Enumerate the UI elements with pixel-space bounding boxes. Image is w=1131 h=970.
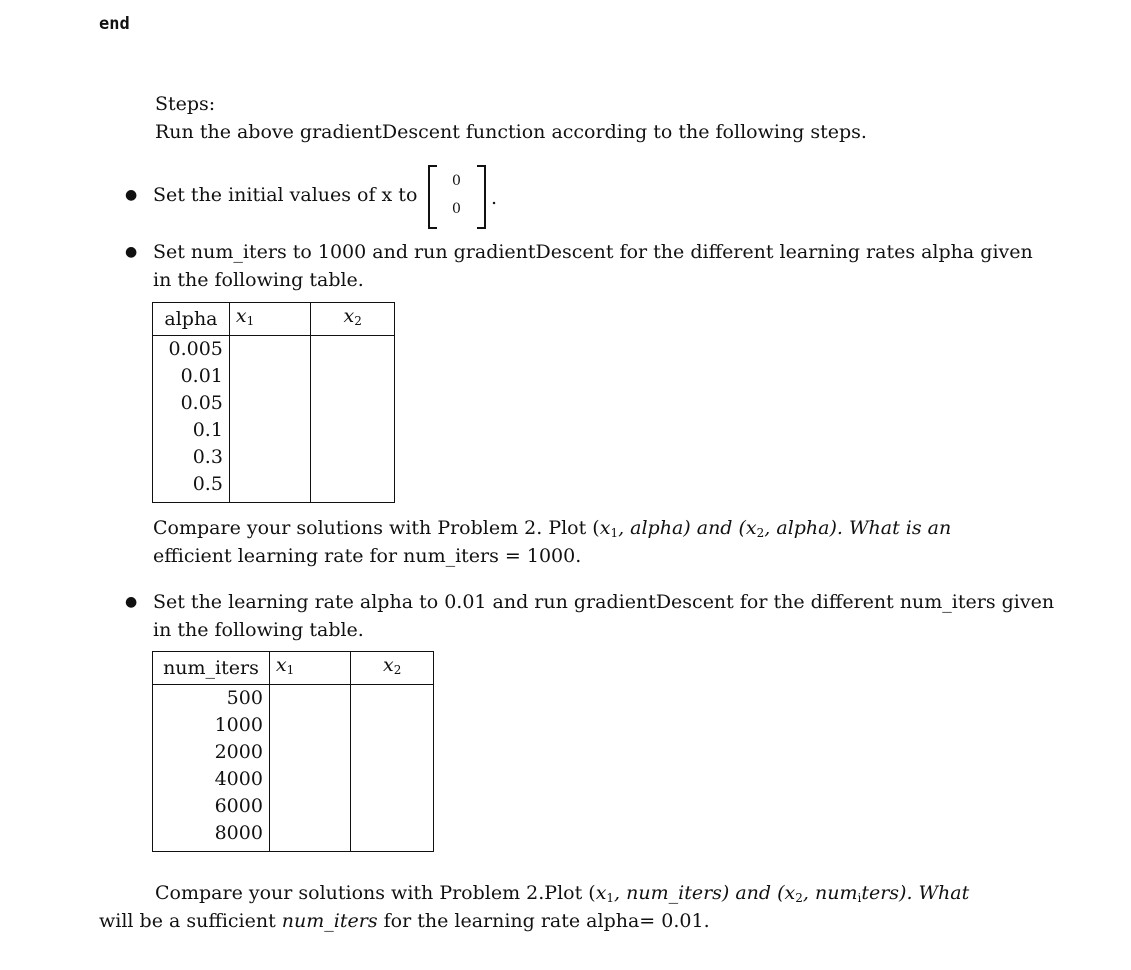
x1-cell xyxy=(269,739,351,766)
bullet-dot-3: ● xyxy=(125,594,138,610)
num-iters-value: 2000 xyxy=(153,739,270,766)
x1-cell xyxy=(229,390,311,417)
x2-cell xyxy=(351,766,434,793)
x2-cell xyxy=(351,793,434,820)
x2-cell xyxy=(351,820,434,852)
alpha-value: 0.3 xyxy=(153,444,230,471)
alpha-value: 0.005 xyxy=(153,336,230,364)
num-iters-table xyxy=(152,651,434,852)
steps-heading: Steps: xyxy=(155,93,216,115)
matrix-right-bracket xyxy=(477,165,486,229)
table-row xyxy=(153,444,395,471)
num-iters-value: 1000 xyxy=(153,712,270,739)
table-row xyxy=(153,766,434,793)
x1-cell xyxy=(229,336,311,364)
x2-cell xyxy=(311,363,395,390)
x1-cell xyxy=(269,685,351,713)
alpha-value: 0.1 xyxy=(153,417,230,444)
x1-cell xyxy=(229,363,311,390)
steps-intro: Run the above gradientDescent function according to the following steps. xyxy=(155,121,867,143)
bullet2-line1: Set num_iters to 1000 and run gradientDescent for the different learning rates alpha given xyxy=(153,241,1033,263)
table-row xyxy=(153,712,434,739)
alpha-value: 0.01 xyxy=(153,363,230,390)
x1-cell xyxy=(269,820,351,852)
header-x1: $x_1$ xyxy=(229,303,311,336)
table-header-row xyxy=(153,303,395,336)
initial-x-matrix xyxy=(428,165,486,227)
x2-cell xyxy=(311,444,395,471)
header-x2: $x_2$ xyxy=(311,303,395,336)
bullet2-line2: in the following table. xyxy=(153,269,364,291)
compare2-line1: Compare your solutions with Problem 2.Plot ($x_1$, num_iters) and ($x_2$, num$_i$ters). What xyxy=(155,882,970,905)
header-x2: $x_2$ xyxy=(351,652,434,685)
bullet1-text: Set the initial values of x to xyxy=(153,184,418,206)
num-iters-value: 6000 xyxy=(153,793,270,820)
table-row xyxy=(153,363,395,390)
table-row xyxy=(153,471,395,503)
matrix-value-2: 0 xyxy=(452,201,461,217)
table-row xyxy=(153,739,434,766)
header-num-iters: num_iters xyxy=(153,652,270,685)
x1-cell xyxy=(229,471,311,503)
x2-cell xyxy=(351,739,434,766)
x1-cell xyxy=(269,712,351,739)
x2-cell xyxy=(311,417,395,444)
header-alpha: alpha xyxy=(153,303,230,336)
bullet-dot-2: ● xyxy=(125,244,138,260)
bullet3-line1: Set the learning rate alpha to 0.01 and run gradientDescent for the different num_iters given xyxy=(153,591,1055,613)
num-iters-value: 500 xyxy=(153,685,270,713)
alpha-value: 0.5 xyxy=(153,471,230,503)
num-iters-value: 8000 xyxy=(153,820,270,852)
header-x1: $x_1$ xyxy=(269,652,351,685)
matrix-value-1: 0 xyxy=(452,173,461,189)
num-iters-value: 4000 xyxy=(153,766,270,793)
matrix-left-bracket xyxy=(428,165,437,229)
x2-cell xyxy=(311,336,395,364)
table-row xyxy=(153,820,434,852)
table-row xyxy=(153,793,434,820)
x1-cell xyxy=(229,417,311,444)
table-row xyxy=(153,417,395,444)
alpha-table xyxy=(152,302,395,503)
x1-cell xyxy=(269,766,351,793)
table-row xyxy=(153,390,395,417)
table-header-row xyxy=(153,652,434,685)
bullet3-line2: in the following table. xyxy=(153,619,364,641)
x2-cell xyxy=(311,471,395,503)
alpha-value: 0.05 xyxy=(153,390,230,417)
x2-cell xyxy=(351,685,434,713)
compare1-line1: Compare your solutions with Problem 2. Plot ($x_1$, alpha) and ($x_2$, alpha). What is an xyxy=(153,517,952,540)
bullet-dot-1: ● xyxy=(125,187,138,203)
x2-cell xyxy=(311,390,395,417)
bullet1-period: . xyxy=(491,187,498,209)
table-row xyxy=(153,685,434,713)
compare1-line2: efficient learning rate for num_iters = 1000. xyxy=(153,545,582,567)
x2-cell xyxy=(351,712,434,739)
compare2-line2: will be a sufficient num_iters for the learning rate alpha= 0.01. xyxy=(99,910,710,932)
x1-cell xyxy=(269,793,351,820)
x1-cell xyxy=(229,444,311,471)
code-end-keyword: end xyxy=(99,14,130,34)
table-row xyxy=(153,336,395,364)
